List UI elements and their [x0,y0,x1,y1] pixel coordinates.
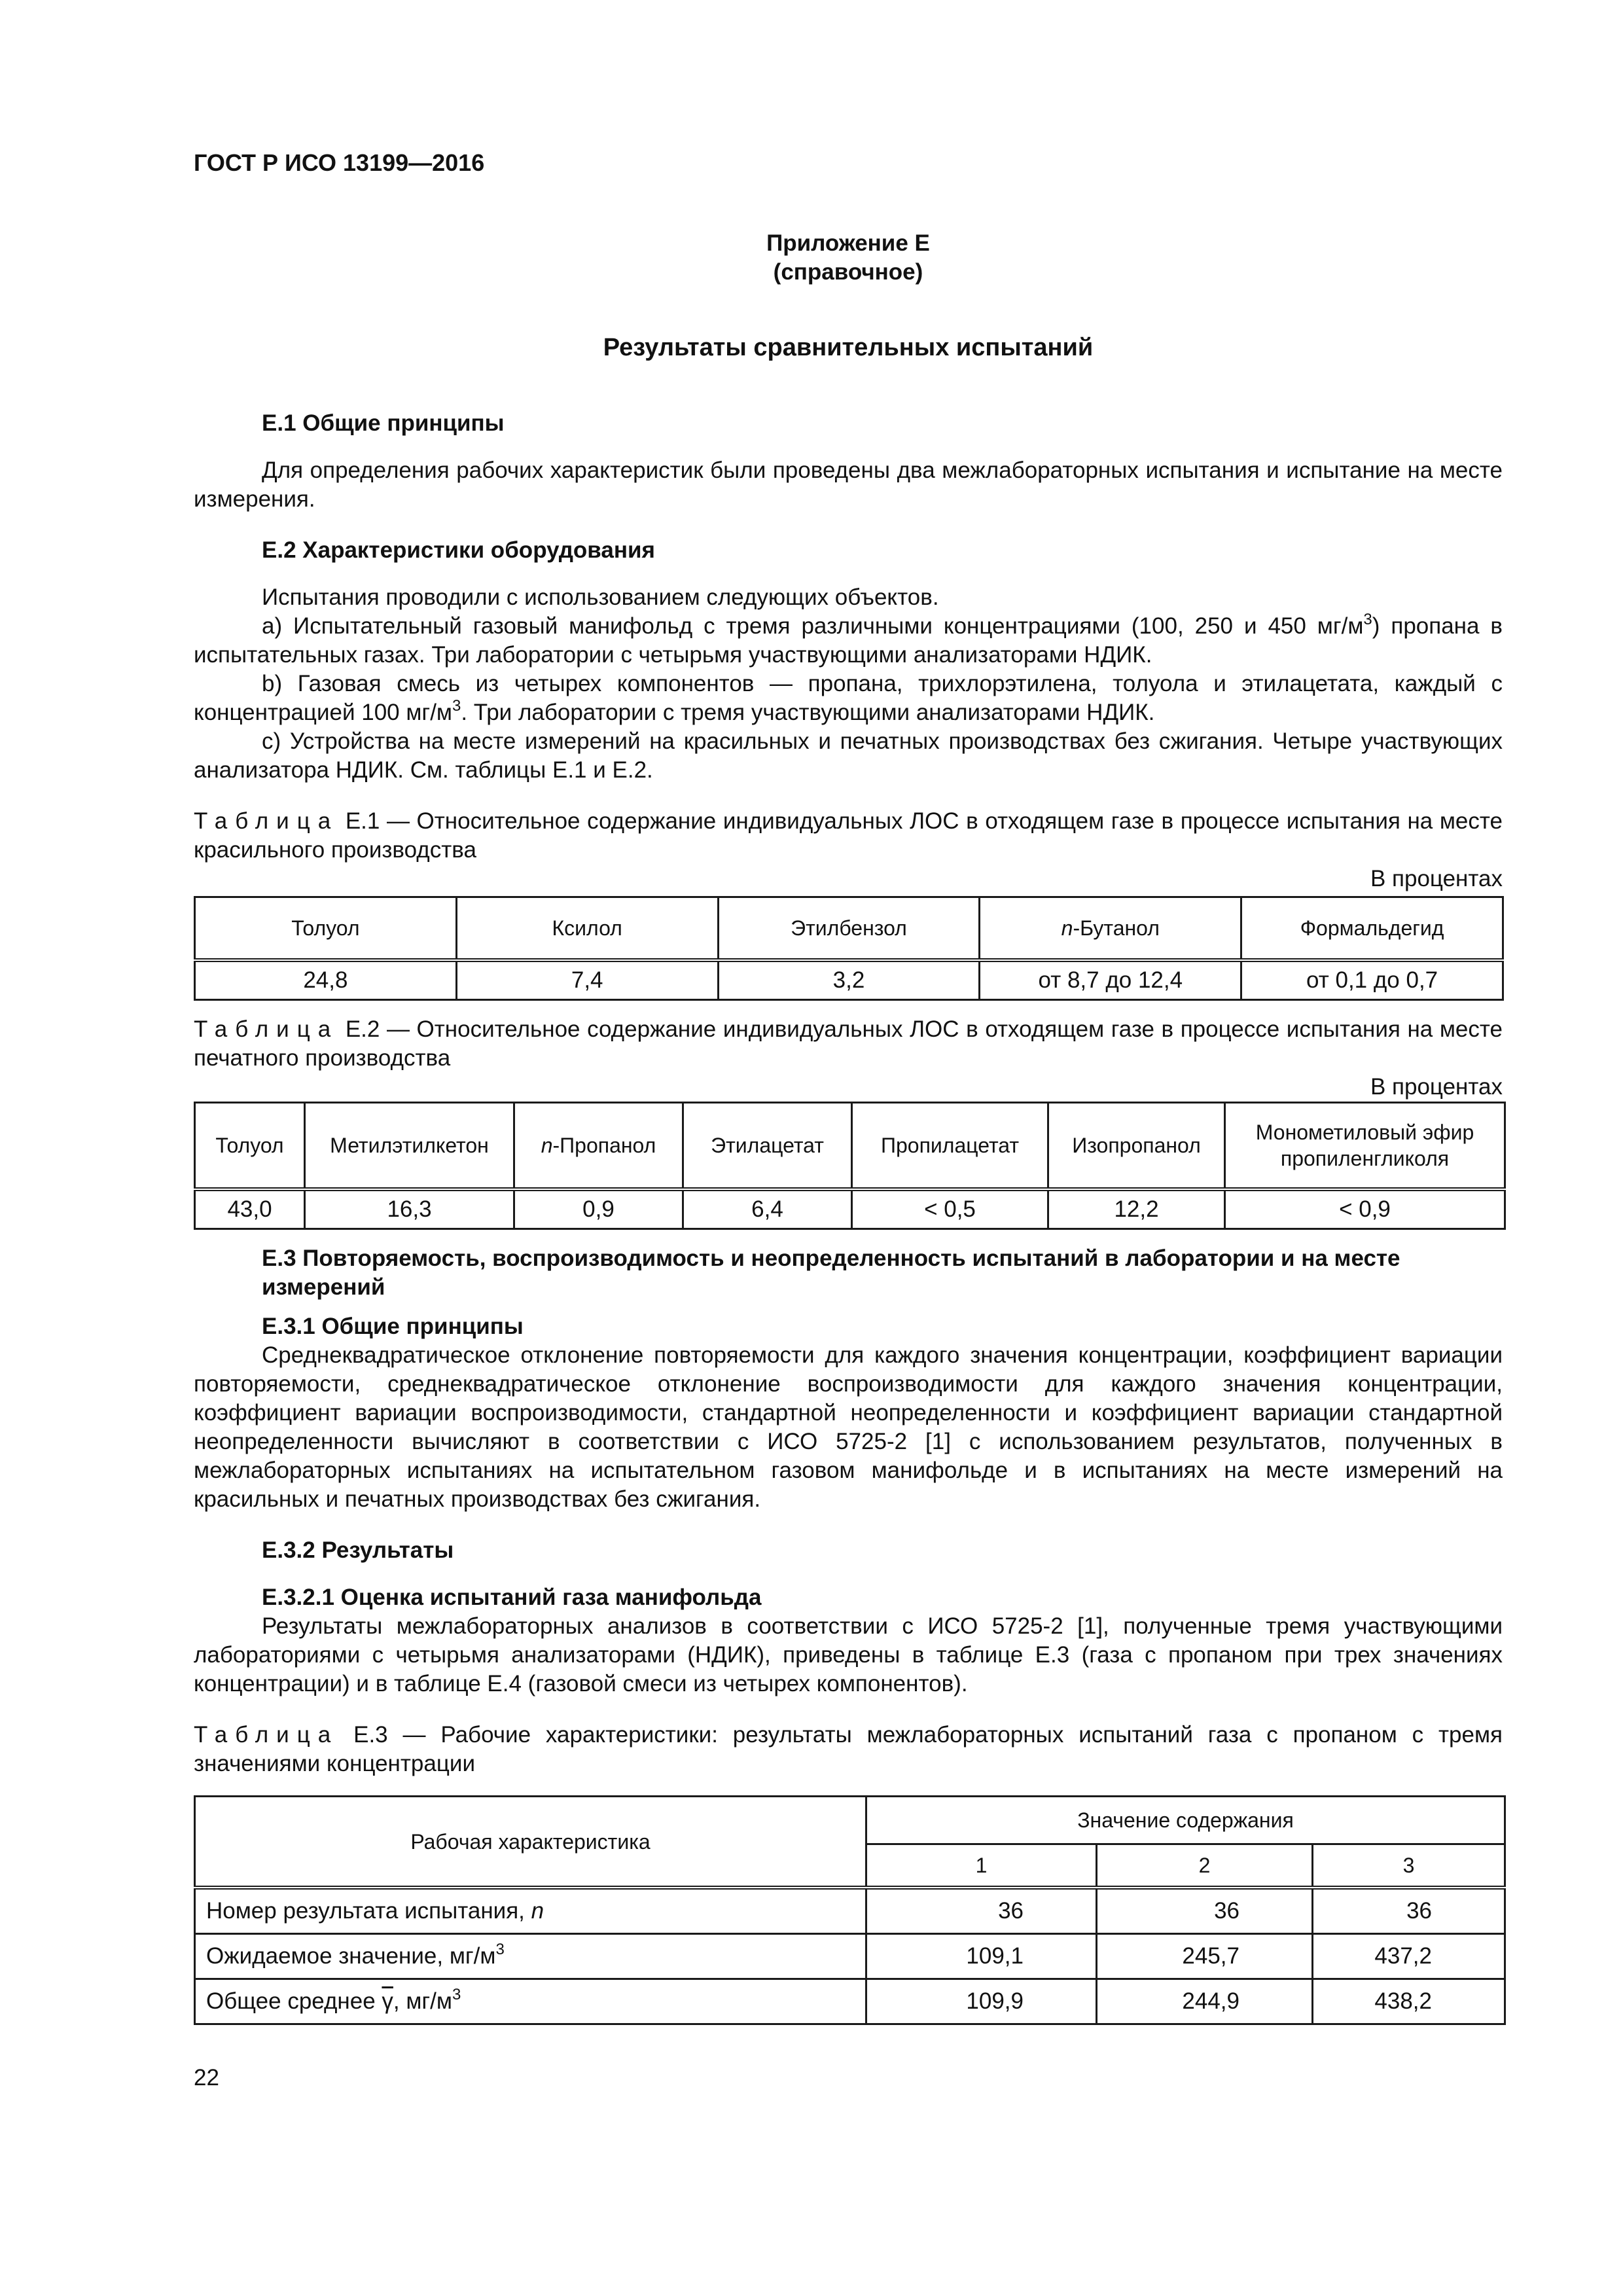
section-e2-heading: Е.2 Характеристики оборудования [262,537,655,563]
appendix-title: Результаты сравнительных испытаний [603,334,1094,361]
section-e2-item-c: c) Устройства на месте измерений на красильных и печатных производствах без сжигания. Четыре участвующих анализатора НДИК. См. таблицы Е.1 и Е.2. [194,728,1503,783]
column-header: Изопропанол [1048,1103,1225,1190]
table-row [195,1934,1505,1979]
table-e3 [194,1795,1506,2025]
table-cell: 43,0 [195,1189,305,1229]
table-cell: < 0,5 [852,1189,1048,1229]
table-row [195,1888,1505,1934]
section-e321-text: Результаты межлабораторных анализов в соответствии с ИСО 5725-2 [1], полученные тремя участвующими лабораториями с четырьмя анализаторами (НДИК), приведены в таблице Е.3 (газа с пропаном при трех значениях концентрации) и в таблице Е.4 (газовой смеси из четырех компонентов). [194,1613,1503,1696]
table-e1-units: В процентах [1370,866,1503,891]
table-e1 [194,896,1504,1001]
table-cell: 24,8 [195,960,457,1000]
row-label: Ожидаемое значение, $мг/м^3$ [195,1934,866,1979]
column-header: Формальдегид [1241,897,1503,961]
table-header-row [195,897,1503,961]
column-header: 1 [866,1844,1097,1888]
table-cell: 3,2 [718,960,980,1000]
table-row [195,1979,1505,2024]
section-e2-item-b: b) Газовая смесь из четырех компонентов — пропана, трихлорэтилена, толуола и этилацетата, каждый с концентрацией 100 $мг/м^3$. Три лаборатории с тремя участвующими анализаторами НДИК. [194,671,1503,725]
page-number: 22 [194,2065,219,2090]
appendix-kind: (справочное) [773,259,923,285]
column-header: n-Пропанол [514,1103,683,1190]
table-cell: 36 [866,1888,1097,1934]
table-cell: 0,9 [514,1189,683,1229]
table-cell: от 8,7 до 12,4 [980,960,1241,1000]
table-cell: от 0,1 до 0,7 [1241,960,1503,1000]
table-cell: 16,3 [305,1189,514,1229]
table-e2-units: В процентах [1370,1074,1503,1100]
column-header: 3 [1313,1844,1505,1888]
table-row [195,960,1503,1000]
table-header-row [195,1103,1505,1190]
appendix-heading [194,229,1503,287]
table-cell: 109,9 [866,1979,1097,2024]
column-header: n-Бутанол [980,897,1241,961]
document-code-header: ГОСТ Р ИСО 13199—2016 [194,149,485,176]
section-e2-item-a: а) Испытательный газовый манифольд с тремя различными концентрациями (100, 250 и 450 $мг/м^3$) пропана в испытательных газах. Три лаборатории с четырьмя участвующими анализаторами НДИК. [194,611,1503,668]
column-header: 2 [1097,1844,1313,1888]
column-header: Толуол [195,1103,305,1190]
table-cell: 36 [1313,1888,1505,1934]
section-e3-heading: Е.3 Повторяемость, воспроизводимость и неопределенность испытаний в лаборатории и на месте измерений [262,1246,1400,1300]
table-cell: 438,2 [1313,1979,1505,2024]
table-cell: 36 [1097,1888,1313,1934]
column-header: Толуол [195,897,457,961]
column-header: Монометиловый эфир пропиленгликоля [1225,1103,1505,1190]
mean-symbol: $\overline{\gamma}$ [382,1988,393,2014]
column-header: Этилбензол [718,897,980,961]
group-header: Значение содержания [866,1797,1505,1844]
table-cell: 244,9 [1097,1979,1313,2024]
table-e2-caption: Таблица Е.2 — Относительное содержание индивидуальных ЛОС в отходящем газе в процессе испытания на месте печатного производства [194,1016,1503,1071]
table-cell: 245,7 [1097,1934,1313,1979]
table-cell: 437,2 [1313,1934,1505,1979]
table-cell: 12,2 [1048,1189,1225,1229]
appendix-label: Приложение Е [766,230,930,256]
row-label: Общее среднее $\overline{\gamma}$, $мг/м^3$ [195,1979,866,2024]
section-e1-text: Для определения рабочих характеристик были проведены два межлабораторных испытания и испытание на месте измерения. [194,457,1503,512]
section-e31-heading: Е.3.1 Общие принципы [262,1314,524,1339]
table-e2 [194,1102,1506,1230]
section-e31-text: Среднеквадратическое отклонение повторяемости для каждого значения концентрации, коэффициент вариации повторяемости, среднеквадратическое отклонение воспроизводимости для каждого значения концентрации, коэффициент вариации воспроизводимости, стандартной неопределенности и коэффициент вариации стандартной неопределенности вычисляют в соответствии с ИСО 5725-2 [1] с использованием результатов, полученных в межлабораторных испытаниях на испытательном газовом манифольде и в испытаниях на месте измерений на красильных и печатных производствах без сжигания. [194,1342,1503,1512]
table-e1-caption: Таблица Е.1 — Относительное содержание индивидуальных ЛОС в отходящем газе в процессе испытания на месте красильного производства [194,808,1503,863]
column-header: Метилэтилкетон [305,1103,514,1190]
main-content [194,409,1503,2025]
section-e32-heading: Е.3.2 Результаты [262,1537,454,1563]
table-row [195,1189,1505,1229]
section-e321-heading: Е.3.2.1 Оценка испытаний газа манифольда [262,1585,762,1610]
section-e1-heading: Е.1 Общие принципы [262,410,505,436]
row-label: Номер результата испытания, n [195,1888,866,1934]
column-header: Этилацетат [683,1103,852,1190]
column-header: Пропилацетат [852,1103,1048,1190]
table-cell: 7,4 [456,960,718,1000]
section-e2-intro: Испытания проводили с использованием следующих объектов. [262,584,939,610]
column-header: Ксилол [456,897,718,961]
column-header: Рабочая характеристика [195,1797,866,1888]
table-cell: 6,4 [683,1189,852,1229]
table-header-row [195,1797,1505,1844]
table-e3-caption: Таблица Е.3 — Рабочие характеристики: результаты межлабораторных испытаний газа с пропаном с тремя значениями концентрации [194,1722,1503,1776]
table-cell: 109,1 [866,1934,1097,1979]
table-cell: < 0,9 [1225,1189,1505,1229]
